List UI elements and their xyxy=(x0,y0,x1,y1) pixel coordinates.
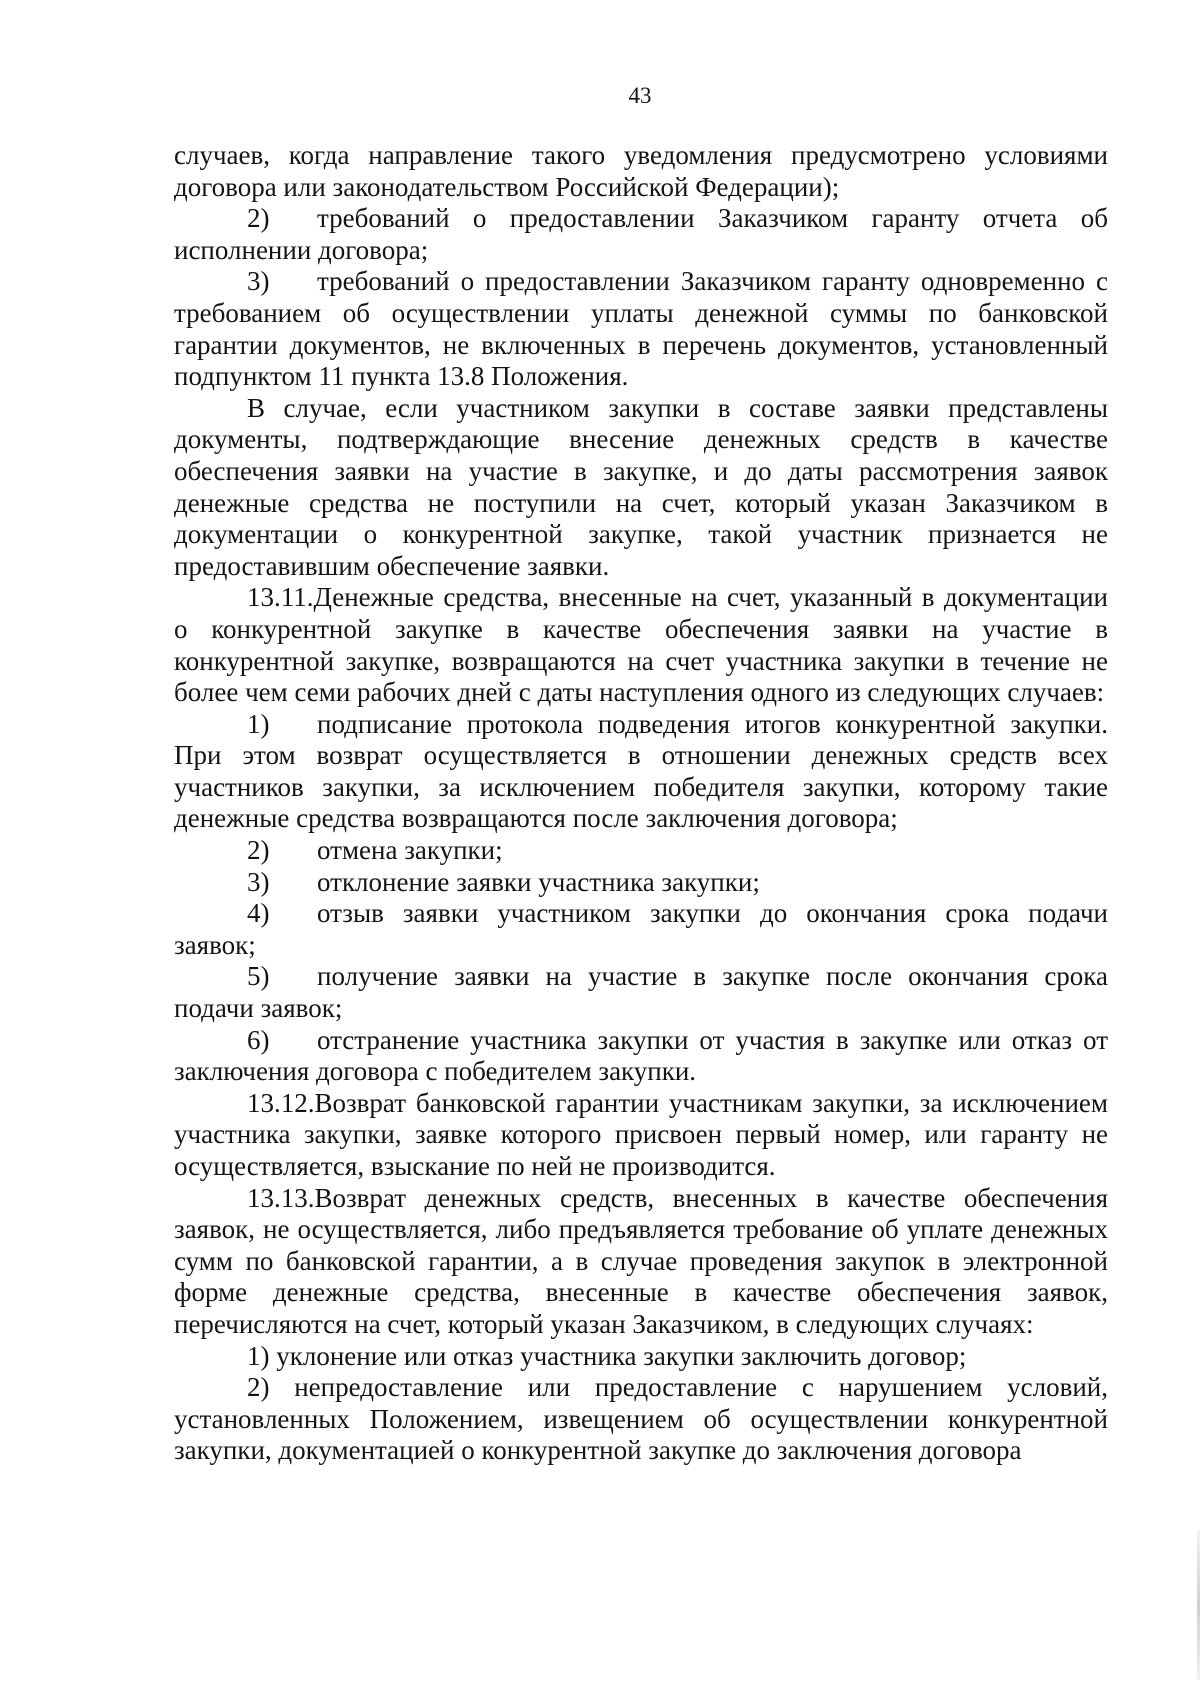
document-body xyxy=(174,140,1108,1467)
clause-13-13-item-1 xyxy=(174,1341,1108,1373)
clause-13-13-item-2 xyxy=(174,1372,1108,1467)
list-item-text: отстранение участника закупки от участия в закупке или отказ от заключения договора с победителем закупки. xyxy=(174,1024,1108,1087)
list-number: 1) xyxy=(247,708,270,739)
paragraph-text: 1) уклонение или отказ участника закупки заключить договор; xyxy=(247,1340,967,1371)
paragraph-security-deposit xyxy=(174,393,1108,583)
page-number: 43 xyxy=(628,83,652,108)
paragraph-text: 13.12.Возврат банковской гарантии участникам закупки, за исключением участника закупки, заявке которого присвоен первый номер, или гаранту не осуществляется, взыскание по ней не производится. xyxy=(174,1087,1108,1181)
paragraph-text: 13.11.Денежные средства, внесенные на счет, указанный в документации о конкурентной закупке в качестве обеспечения заявки на участие в конкурентной закупке, возвращаются на счет участника закупки в течение не более чем семи рабочих дней с даты наступления одного из следующих случаев: xyxy=(174,582,1108,708)
list-item-3 xyxy=(174,867,1108,899)
list-number: 6) xyxy=(247,1024,270,1055)
clause-13-13 xyxy=(174,1183,1108,1341)
clause-13-11 xyxy=(174,582,1108,708)
paragraph-text: 13.13.Возврат денежных средств, внесенных в качестве обеспечения заявок, не осуществляется, либо предъявляется требование об уплате денежных сумм по банковской гарантии, а в случае проведения закупок в электронной форме денежные средства, внесенные в качестве обеспечения заявок, перечисляются на счет, который указан Заказчиком, в следующих случаях: xyxy=(174,1182,1108,1339)
paragraph-text: случаев, когда направление такого уведомления предусмотрено условиями договора или законодательством Российской Федерации); xyxy=(174,140,1108,202)
list-item-text: требований о предоставлении Заказчиком гаранту отчета об исполнении договора; xyxy=(174,203,1108,265)
list-item-text: требований о предоставлении Заказчиком гаранту одновременно с требованием об осуществлении уплаты денежной суммы по банковской гарантии документов, не включенных в перечень документов, установленный подпунктом 11 пункта 13.8 Положения. xyxy=(174,266,1108,392)
list-item-5 xyxy=(174,961,1108,1024)
list-item-2 xyxy=(174,203,1108,266)
paragraph-text: 2) непредоставление или предоставление с нарушением условий, установленных Положением, извещением об осуществлении конкурентной закупки, документацией о конкурентной закупке до заключения договора xyxy=(174,1372,1108,1466)
list-item-text: отмена закупки; xyxy=(317,835,503,866)
list-item-3 xyxy=(174,266,1108,392)
list-number: 4) xyxy=(247,898,270,929)
list-item-4 xyxy=(174,898,1108,961)
paragraph-continuation xyxy=(174,140,1108,203)
list-item-text: отзыв заявки участником закупки до окончания срока подачи заявок; xyxy=(174,898,1108,960)
list-number: 2) xyxy=(247,835,270,866)
list-item-text: отклонение заявки участника закупки; xyxy=(317,866,760,897)
list-item-6 xyxy=(174,1025,1108,1088)
list-item-text: подписание протокола подведения итогов конкурентной закупки. При этом возврат осуществляется в отношении денежных средств всех участников закупки, за исключением победителя закупки, которому такие денежные средства возвращаются после заключения договора; xyxy=(174,708,1108,834)
list-item-2 xyxy=(174,835,1108,867)
list-item-text: получение заявки на участие в закупке после окончания срока подачи заявок; xyxy=(174,961,1108,1024)
list-number: 5) xyxy=(247,961,270,992)
paragraph-text: В случае, если участником закупки в составе заявки представлены документы, подтверждающие внесение денежных средств в качестве обеспечения заявки на участие в закупке, и до даты рассмотрения заявок денежные средства не поступили на счет, который указан Заказчиком в документации о конкурентной закупке, такой участник признается не предоставившим обеспечение заявки. xyxy=(174,392,1108,581)
list-number: 2) xyxy=(247,203,270,234)
list-number: 3) xyxy=(247,266,270,297)
list-number: 3) xyxy=(247,866,270,897)
clause-13-12 xyxy=(174,1088,1108,1183)
list-item-1 xyxy=(174,709,1108,835)
